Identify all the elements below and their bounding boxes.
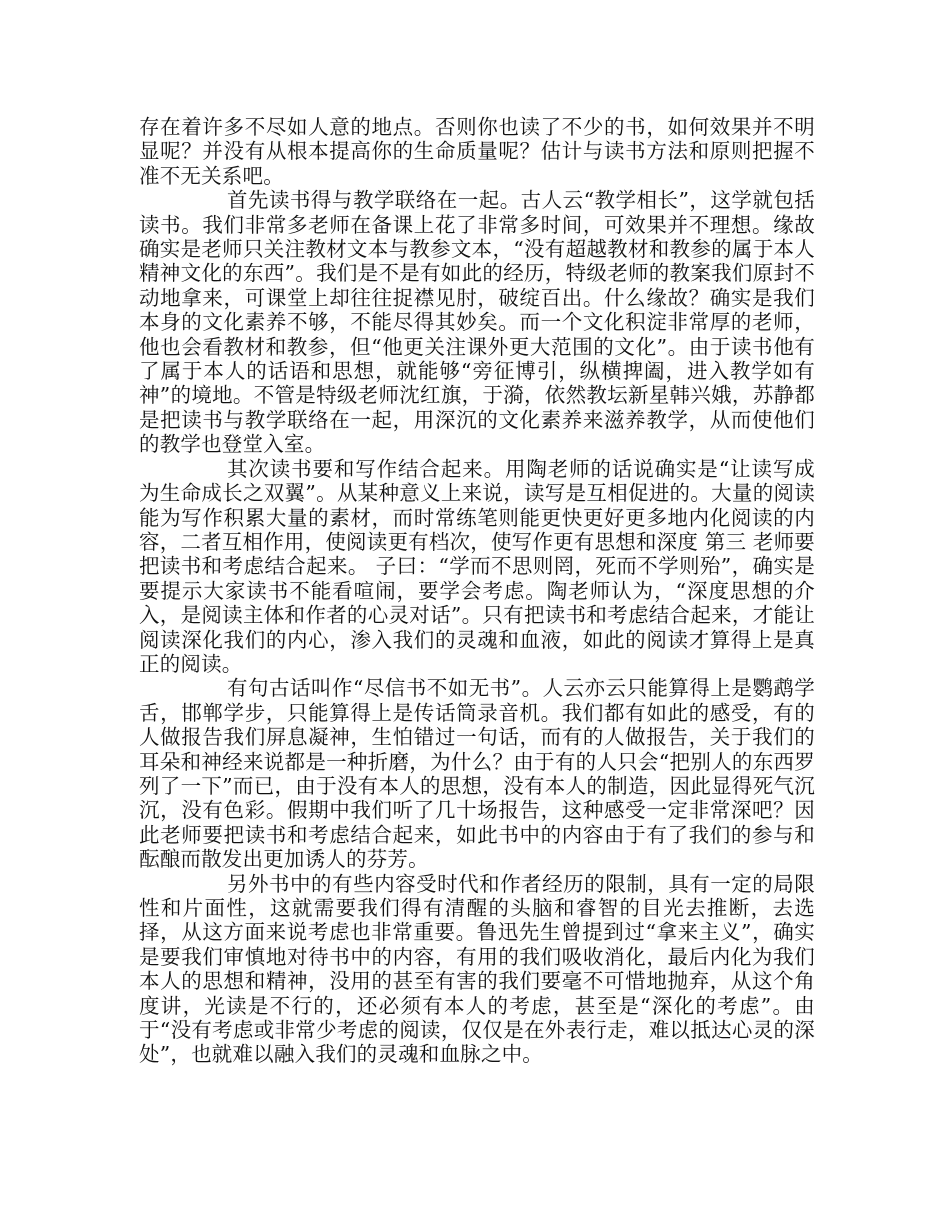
- paragraph-teaching: 首先读书得与教学联络在一起。古人云“教学相长”，这学就包括读书。我们非常多老师在备课上花了非常多时间，可效果并不理想。缘故确实是老师只关注教材文本与教参文本，“没有超越教材和教参的属于本人精神文化的东西”。我们是不是有如此的经历，特级老师的教案我们原封不动地拿来，可课堂上却往往捉襟见肘，破绽百出。什么缘故？确实是我们本身的文化素养不够，不能尽得其妙矣。而一个文化积淀非常厚的老师，他也会看教材和教参，但“他更关注课外更大范围的文化”。由于读书他有了属于本人的话语和思想，就能够“旁征博引，纵横捭阖，进入教学如有神”的境地。不管是特级老师沈红旗，于漪，依然教坛新星韩兴娥，苏静都是把读书与教学联络在一起，用深沉的文化素养来滋养教学，从而使他们的教学也登堂入室。: [139, 188, 815, 457]
- paragraph-continuation: 存在着许多不尽如人意的地点。否则你也读了不少的书，如何效果并不明显呢？并没有从根本提高你的生命质量呢？估计与读书方法和原则把握不准不无关系吧。: [139, 115, 815, 188]
- paragraph-limitations: 另外书中的有些内容受时代和作者经历的限制，具有一定的局限性和片面性，这就需要我们得有清醒的头脑和睿智的目光去推断，去选择，从这方面来说考虑也非常重要。鲁迅先生曾提到过“拿来主义”，确实是要我们审慎地对待书中的内容，有用的我们吸收消化，最后内化为我们本人的思想和精神，没用的甚至有害的我们要毫不可惜地抛弃，从这个角度讲，光读是不行的，还必须有本人的考虑，甚至是“深化的考虑”。由于“没有考虑或非常少考虑的阅读，仅仅是在外表行走，难以抵达心灵的深处”，也就难以融入我们的灵魂和血脉之中。: [139, 871, 815, 1067]
- paragraph-writing: 其次读书要和写作结合起来。用陶老师的话说确实是“让读写成为生命成长之双翼”。从某种意义上来说，读写是互相促进的。大量的阅读能为写作积累大量的素材，而时常练笔则能更快更好更多地内化阅读的内容，二者互相作用，使阅读更有档次，使写作更有思想和深度 第三 老师要把读书和考虑结合起来。 子曰：“学而不思则罔，死而不学则殆”，确实是要提示大家读书不能看喧闹，要学会考虑。陶老师认为，“深度思想的介入，是阅读主体和作者的心灵对话”。只有把读书和考虑结合起来，才能让阅读深化我们的内心，渗入我们的灵魂和血液，如此的阅读才算得上是真正的阅读。: [139, 456, 815, 676]
- body-text: [139, 115, 815, 1067]
- paragraph-thinking: 有句古话叫作“尽信书不如无书”。人云亦云只能算得上是鹦鹉学舌，邯郸学步，只能算得上是传话筒录音机。我们都有如此的感受，有的人做报告我们屏息凝神，生怕错过一句话，而有的人做报告，关于我们的耳朵和神经来说都是一种折磨，为什么？由于有的人只会“把别人的东西罗列了一下”而已，由于没有本人的思想，没有本人的制造，因此显得死气沉沉，没有色彩。假期中我们听了几十场报告，这种感受一定非常深吧？因此老师要把读书和考虑结合起来，如此书中的内容由于有了我们的参与和酝酿而散发出更加诱人的芬芳。: [139, 676, 815, 872]
